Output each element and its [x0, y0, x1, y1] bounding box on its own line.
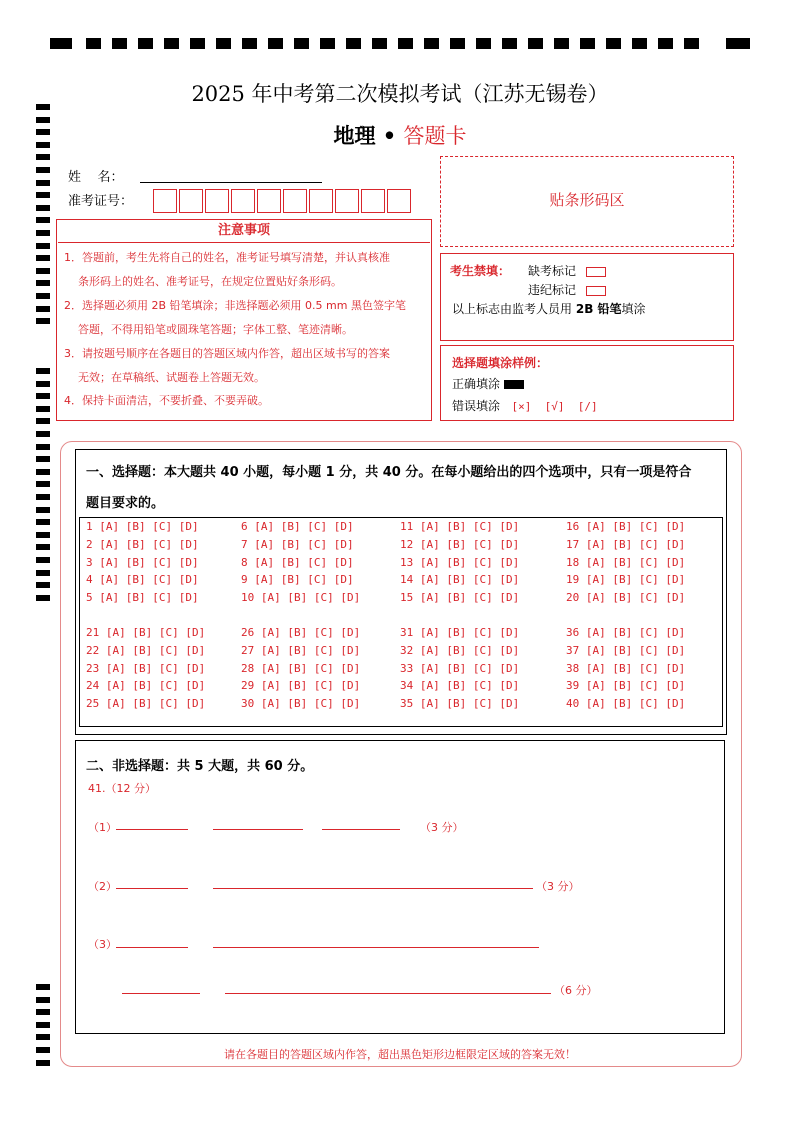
choice-question[interactable]: 2 [A] [B] [C] [D] [86, 537, 199, 551]
open-section [75, 740, 725, 1034]
side-timing-mark [36, 418, 50, 424]
choice-question[interactable]: 28 [A] [B] [C] [D] [241, 661, 361, 675]
timing-mark [320, 38, 335, 49]
name-field[interactable] [140, 182, 322, 183]
timing-mark [346, 38, 361, 49]
choice-question[interactable]: 24 [A] [B] [C] [D] [86, 679, 206, 693]
note-bold: 2B 铅笔 [575, 302, 622, 316]
q41-part2-score: （3 分） [536, 880, 580, 893]
side-timing-mark [36, 255, 50, 261]
timing-mark [112, 38, 127, 49]
side-timing-mark [36, 481, 50, 487]
timing-mark [242, 38, 257, 49]
subject-title [0, 120, 800, 150]
choice-question[interactable]: 21 [A] [B] [C] [D] [86, 626, 206, 639]
exam-id-digit-box[interactable] [231, 189, 255, 213]
choice-question[interactable]: 8 [A] [B] [C] [D] [241, 555, 354, 569]
answer-line[interactable] [213, 947, 539, 948]
choice-question[interactable]: 15 [A] [B] [C] [D] [400, 591, 520, 605]
side-timing-mark [36, 1022, 50, 1028]
choice-question[interactable]: 3 [A] [B] [C] [D] [86, 555, 199, 569]
timing-mark [502, 38, 517, 49]
exam-id-digit-box[interactable] [257, 189, 281, 213]
correct-label: 正确填涂 [452, 377, 501, 391]
timing-mark [268, 38, 283, 49]
side-timing-mark [36, 582, 50, 588]
choice-question[interactable]: 20 [A] [B] [C] [D] [566, 591, 686, 605]
answer-card-label: 答题卡 [403, 124, 467, 148]
choice-question[interactable]: 25 [A] [B] [C] [D] [86, 697, 206, 711]
exam-id-digit-box[interactable] [361, 189, 385, 213]
side-timing-mark [36, 469, 50, 475]
side-timing-mark [36, 167, 50, 173]
absent-mark-box[interactable] [586, 267, 606, 277]
exam-id-digit-box[interactable] [153, 189, 177, 213]
notice-item: 3．请按题号顺序在各题目的答题区域内作答，超出区域书写的答案 [64, 347, 390, 360]
timing-mark [658, 38, 673, 49]
side-timing-mark [36, 205, 50, 211]
note-text-end: 填涂 [621, 302, 646, 316]
exam-id-digit-box[interactable] [387, 189, 411, 213]
choice-question[interactable]: 23 [A] [B] [C] [D] [86, 661, 206, 675]
choice-question[interactable]: 22 [A] [B] [C] [D] [86, 643, 206, 657]
side-timing-mark [36, 984, 50, 990]
timing-mark [580, 38, 595, 49]
side-timing-mark [36, 368, 50, 374]
choice-question[interactable]: 30 [A] [B] [C] [D] [241, 697, 361, 711]
timing-mark [164, 38, 179, 49]
side-timing-mark [36, 243, 50, 249]
notice-item: 1．答题前，考生先将自己的姓名，准考证号填写清楚，并认真核准 [64, 251, 390, 264]
q41-part1-label: （1） [88, 821, 117, 834]
timing-mark [372, 38, 387, 49]
answer-line[interactable] [116, 888, 188, 889]
timing-mark [476, 38, 491, 49]
side-timing-mark [36, 1034, 50, 1040]
violation-mark-box[interactable] [586, 286, 606, 296]
answer-line[interactable] [322, 829, 400, 830]
timing-mark [294, 38, 309, 49]
q41-part3-score: （6 分） [554, 984, 598, 997]
choice-question[interactable]: 12 [A] [B] [C] [D] [400, 537, 520, 551]
side-timing-mark [36, 494, 50, 500]
timing-mark [684, 38, 699, 49]
q41-part2-label: （2） [88, 880, 117, 893]
title-dot: • [382, 123, 397, 148]
exam-id-digit-box[interactable] [179, 189, 203, 213]
notice-item: 答题，不得用铅笔或圆珠笔答题；字体工整、笔迹清晰。 [78, 323, 353, 336]
side-timing-mark [36, 519, 50, 525]
side-timing-mark [36, 557, 50, 563]
timing-mark [554, 38, 569, 49]
timing-mark [450, 38, 465, 49]
side-timing-mark [36, 393, 50, 399]
choice-question[interactable]: 14 [A] [B] [C] [D] [400, 573, 520, 587]
wrong-marks: [×] [√] [/] [511, 400, 598, 413]
side-timing-mark [36, 154, 50, 160]
choice-question[interactable]: 38 [A] [B] [C] [D] [566, 661, 686, 675]
side-timing-mark [36, 997, 50, 1003]
timing-mark [216, 38, 231, 49]
subject-name: 地理 [333, 123, 376, 148]
side-timing-mark [36, 1009, 50, 1015]
side-timing-mark [36, 381, 50, 387]
choice-question[interactable]: 33 [A] [B] [C] [D] [400, 661, 520, 675]
choice-question[interactable]: 7 [A] [B] [C] [D] [241, 537, 354, 551]
q41-part1-score: （3 分） [420, 821, 464, 834]
choice-question[interactable]: 32 [A] [B] [C] [D] [400, 643, 520, 657]
choice-question[interactable]: 29 [A] [B] [C] [D] [241, 679, 361, 693]
timing-mark [138, 38, 153, 49]
side-timing-mark [36, 507, 50, 513]
exam-id-boxes[interactable] [153, 189, 413, 213]
section2-heading: 二、非选择题：共 5 大题，共 60 分。 [86, 759, 314, 774]
violation-label: 违纪标记 [528, 283, 577, 297]
side-timing-mark [36, 532, 50, 538]
note-text: 以上标志由监考人员用 [452, 302, 573, 316]
q41-part3-label: （3） [88, 938, 117, 951]
choice-question[interactable]: 17 [A] [B] [C] [D] [566, 537, 686, 551]
notice-item: 无效；在草稿纸、试题卷上答题无效。 [78, 371, 265, 384]
wrong-label: 错误填涂 [452, 399, 501, 413]
side-timing-mark [36, 456, 50, 462]
exam-title: 2025 年中考第二次模拟考试（江苏无锡卷） [191, 82, 609, 106]
timing-mark [726, 38, 750, 49]
answer-line[interactable] [116, 947, 188, 948]
choice-question[interactable]: 11 [A] [B] [C] [D] [400, 520, 520, 533]
side-timing-mark [36, 217, 50, 223]
side-timing-mark [36, 406, 50, 412]
choice-question[interactable]: 34 [A] [B] [C] [D] [400, 679, 520, 693]
side-timing-mark [36, 268, 50, 274]
side-timing-mark [36, 293, 50, 299]
correct-sample [452, 375, 524, 392]
notice-item: 条形码上的姓名、准考证号，在规定位置贴好条形码。 [78, 275, 342, 288]
side-timing-mark [36, 544, 50, 550]
choice-question[interactable]: 13 [A] [B] [C] [D] [400, 555, 520, 569]
violation-mark-row [528, 281, 606, 298]
absent-mark-row [528, 262, 606, 279]
choice-question[interactable]: 6 [A] [B] [C] [D] [241, 520, 354, 533]
section1-heading: 一、选择题：本大题共 40 小题，每小题 1 分，共 40 分。在每小题给出的四个选项中，只有一项是符合 [86, 465, 692, 480]
choice-question[interactable]: 31 [A] [B] [C] [D] [400, 626, 520, 639]
side-timing-mark [36, 431, 50, 437]
filled-mark-icon [504, 380, 524, 389]
notice-item: 2．选择题必须用 2B 铅笔填涂；非选择题必须用 0.5 mm 黑色签字笔 [64, 299, 406, 312]
notice-heading: 注意事项 [58, 220, 430, 243]
choice-question[interactable]: 9 [A] [B] [C] [D] [241, 573, 354, 587]
choice-question[interactable]: 27 [A] [B] [C] [D] [241, 643, 361, 657]
forbidden-note [452, 300, 646, 317]
exam-id-label: 准考证号： [68, 194, 134, 209]
side-timing-mark [36, 230, 50, 236]
q41-label: 41.（12 分） [88, 782, 156, 795]
footer-warning: 请在各题目的答题区域内作答，超出黑色矩形边框限定区域的答案无效！ [224, 1048, 576, 1061]
timing-mark [86, 38, 101, 49]
choice-question[interactable]: 37 [A] [B] [C] [D] [566, 643, 686, 657]
choice-question[interactable]: 5 [A] [B] [C] [D] [86, 591, 199, 605]
exam-id-digit-box[interactable] [335, 189, 359, 213]
exam-id-digit-box[interactable] [205, 189, 229, 213]
wrong-sample [452, 397, 598, 414]
choice-question[interactable]: 39 [A] [B] [C] [D] [566, 679, 686, 693]
forbidden-label: 考生禁填： [450, 264, 511, 278]
timing-mark [632, 38, 647, 49]
timing-mark [190, 38, 205, 49]
choice-question[interactable]: 4 [A] [B] [C] [D] [86, 573, 199, 587]
side-timing-mark [36, 192, 50, 198]
timing-mark [50, 38, 72, 49]
answer-line[interactable] [225, 993, 551, 994]
side-timing-mark [36, 595, 50, 601]
timing-mark [398, 38, 413, 49]
choice-question[interactable]: 36 [A] [B] [C] [D] [566, 626, 686, 639]
choice-question[interactable]: 10 [A] [B] [C] [D] [241, 591, 361, 605]
answer-line[interactable] [213, 829, 303, 830]
answer-line[interactable] [213, 888, 533, 889]
side-timing-mark [36, 280, 50, 286]
answer-line[interactable] [122, 993, 200, 994]
exam-id-digit-box[interactable] [309, 189, 333, 213]
choice-question[interactable]: 35 [A] [B] [C] [D] [400, 697, 520, 711]
side-timing-mark [36, 318, 50, 324]
timing-mark [424, 38, 439, 49]
choice-question[interactable]: 19 [A] [B] [C] [D] [566, 573, 686, 587]
absent-label: 缺考标记 [528, 264, 577, 278]
choice-question[interactable]: 16 [A] [B] [C] [D] [566, 520, 686, 533]
answer-line[interactable] [116, 829, 188, 830]
section1-heading-cont: 题目要求的。 [86, 496, 165, 511]
choice-question[interactable]: 40 [A] [B] [C] [D] [566, 697, 686, 711]
choice-question[interactable]: 26 [A] [B] [C] [D] [241, 626, 361, 639]
barcode-area [440, 156, 734, 247]
exam-id-digit-box[interactable] [283, 189, 307, 213]
timing-mark [606, 38, 621, 49]
choice-question[interactable]: 18 [A] [B] [C] [D] [566, 555, 686, 569]
choice-question[interactable]: 1 [A] [B] [C] [D] [86, 520, 199, 533]
side-timing-mark [36, 444, 50, 450]
timing-marks-top [50, 38, 750, 50]
side-timing-mark [36, 570, 50, 576]
side-timing-mark [36, 180, 50, 186]
name-label: 姓 名： [68, 170, 124, 185]
sample-title: 选择题填涂样例： [452, 356, 549, 370]
timing-mark [528, 38, 543, 49]
barcode-label: 贴条形码区 [549, 191, 625, 209]
side-timing-mark [36, 306, 50, 312]
notice-item: 4．保持卡面清洁，不要折叠、不要弄破。 [64, 394, 269, 407]
